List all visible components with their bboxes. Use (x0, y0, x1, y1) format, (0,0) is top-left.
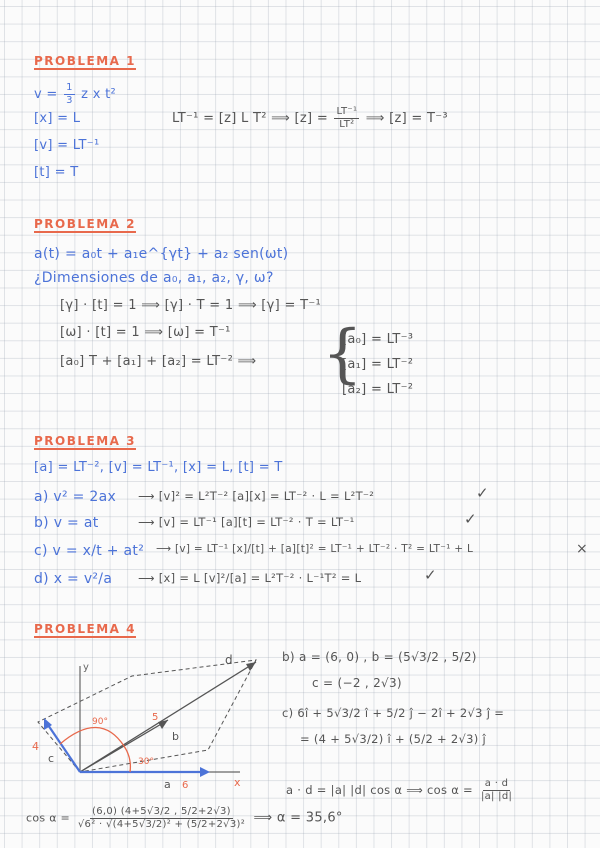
problem-2-equation: a(t) = a₀t + a₁e^{γt} + a₂ sen(ωt) (34, 246, 289, 262)
option-c-work: ⟶ [v] = LT⁻¹ [x]/[t] + [a][t]² = LT⁻¹ + LT⁻² · T² = LT⁻¹ + L (156, 543, 474, 555)
gamma-derivation: [γ] · [t] = 1 ⟹ [γ] · T = 1 ⟹ [γ] = T⁻¹ (60, 298, 322, 313)
part-c-result: = (4 + 5√3/2) î + (5/2 + 2√3) ĵ (300, 732, 487, 746)
angle-arc-30 (124, 746, 130, 772)
dot-product-line: a · d = |a| |d| cos α ⟹ cos α = $\frac{a \cdot d}{|a| |d|}$ (286, 778, 513, 802)
option-d-label: d) x = v²/a (34, 571, 113, 587)
x-dimension: [x] = L (34, 111, 81, 126)
problem-1-solution: LT⁻¹ = [z] L T² ⟹ [z] = $\frac{\text{LT⁻¹}}{\text{LT²}}$ ⟹ [z] = T⁻³ (172, 106, 448, 130)
problem-1-equation: v = $\frac{1}{3}$ z x t² (34, 82, 117, 106)
vector-c-label: c (48, 752, 55, 765)
vector-a-label: a (164, 778, 171, 790)
problem-3-given: [a] = LT⁻², [v] = LT⁻¹, [x] = L, [t] = T (34, 460, 283, 475)
problem-2-question: ¿Dimensiones de a₀, a₁, a₂, γ, ω? (34, 270, 274, 286)
problem-2-title: PROBLEMA 2 (34, 217, 136, 231)
dashed-construction (38, 660, 256, 772)
part-c-sum: c) 6î + 5√3/2 î + 5/2 ĵ − 2î + 2√3 ĵ = (282, 706, 505, 720)
part-b-vector-c: c = (−2 , 2√3) (312, 676, 402, 690)
angle-90-label: 90° (92, 717, 108, 727)
option-a-label: a) v² = 2ax (34, 489, 117, 505)
option-b-work: ⟶ [v] = LT⁻¹ [a][t] = LT⁻² · T = LT⁻¹ (138, 515, 355, 529)
problem-4-title: PROBLEMA 4 (34, 622, 136, 636)
a0-result: [a₀] = LT⁻³ (342, 332, 414, 347)
a2-result: [a₂] = LT⁻² (342, 382, 414, 397)
cos-alpha-line: cos α = $\frac{(6,0) (4+5√3/2 , 5/2+2√3)}{\text{√6² · √(4+5√3/2)² + (5/2+2√3)²}}$ ⟹ α = 35,6° (26, 806, 343, 830)
vector-b-label: b (172, 730, 179, 743)
a-sum-derivation: [a₀] T + [a₁] + [a₂] = LT⁻² ⟹ (60, 354, 257, 369)
option-c-label: c) v = x/t + at² (34, 543, 145, 559)
y-axis-label: y (83, 662, 89, 673)
option-b-check: ✓ (464, 510, 477, 528)
label-5: 5 (152, 712, 159, 723)
vector-diagram (20, 640, 300, 790)
brace: { (322, 317, 363, 391)
a1-result: [a₁] = LT⁻² (342, 357, 414, 372)
problem-1-title: PROBLEMA 1 (34, 54, 136, 68)
option-a-check: ✓ (476, 484, 489, 502)
option-d-check: ✓ (424, 566, 437, 584)
option-d-work: ⟶ [x] = L [v]²/[a] = L²T⁻² · L⁻¹T² = L (138, 571, 362, 585)
label-4: 4 (32, 740, 39, 753)
option-c-cross: × (576, 541, 589, 557)
angle-arc-90 (60, 727, 124, 746)
angle-30-label: 30° (138, 757, 154, 767)
omega-derivation: [ω] · [t] = 1 ⟹ [ω] = T⁻¹ (60, 325, 231, 340)
t-dimension: [t] = T (34, 165, 79, 180)
x-axis-label: x (234, 776, 241, 789)
vector-d-label: d (225, 653, 233, 667)
v-dimension: [v] = LT⁻¹ (34, 138, 100, 153)
part-b-vectors: b) a = (6, 0) , b = (5√3/2 , 5/2) (282, 650, 477, 664)
option-b-label: b) v = at (34, 515, 99, 531)
option-a-work: ⟶ [v]² = L²T⁻² [a][x] = LT⁻² · L = L²T⁻² (138, 489, 375, 503)
problem-3-title: PROBLEMA 3 (34, 434, 136, 448)
label-6: 6 (182, 780, 189, 790)
